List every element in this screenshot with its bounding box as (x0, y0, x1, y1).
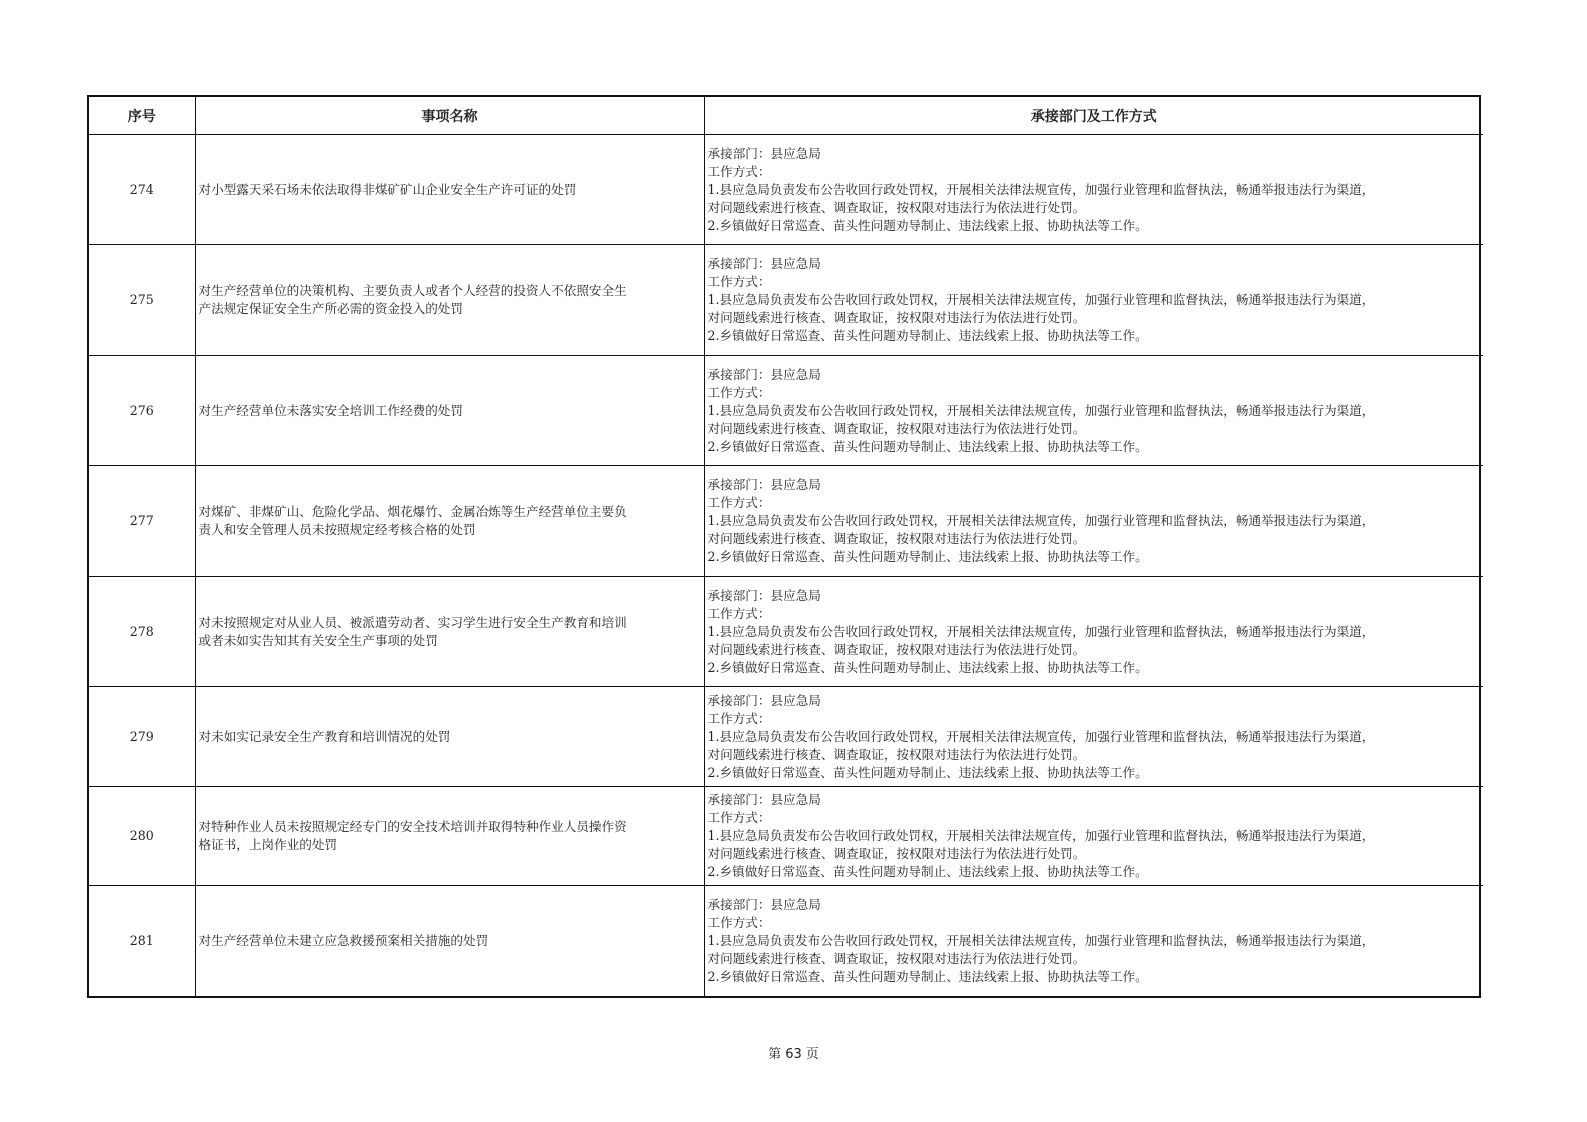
dept-method-line: 工作方式： (707, 710, 771, 726)
dept-method-line: 2.乡镇做好日常巡查、苗头性问题劝导制止、违法线索上报、协助执法等工作。 (707, 968, 1148, 984)
row-dept-method (704, 135, 1483, 245)
dept-method-line: 承接部门：县应急局 (707, 587, 821, 603)
row-seq: 276 (89, 356, 195, 466)
dept-method-line: 工作方式： (707, 605, 771, 621)
table-row (89, 787, 1483, 886)
dept-method-line: 1.县应急局负责发布公告收回行政处罚权，开展相关法律法规宣传，加强行业管理和监督执法，畅通举报违法行为渠道， (707, 181, 1375, 197)
row-dept-method (704, 886, 1483, 996)
dept-method-line: 对问题线索进行核查、调查取证，按权限对违法行为依法进行处罚。 (707, 950, 1086, 966)
row-dept-method (704, 356, 1483, 466)
table-row (89, 687, 1483, 787)
table-row (89, 577, 1483, 687)
item-name-line: 对未如实记录安全生产教育和培训情况的处罚 (198, 728, 451, 744)
row-item-name (195, 245, 704, 356)
page-number: 第 63 页 (768, 1047, 819, 1062)
table-row (89, 245, 1483, 356)
row-dept-method (704, 687, 1483, 787)
row-item-name (195, 787, 704, 886)
dept-method-line: 对问题线索进行核查、调查取证，按权限对违法行为依法进行处罚。 (707, 641, 1086, 657)
dept-method-line: 工作方式： (707, 163, 771, 179)
dept-method-line: 2.乡镇做好日常巡查、苗头性问题劝导制止、违法线索上报、协助执法等工作。 (707, 328, 1148, 343)
dept-method-line: 对问题线索进行核查、调查取证，按权限对违法行为依法进行处罚。 (707, 531, 1086, 546)
row-seq: 280 (89, 787, 195, 886)
dept-method-line: 2.乡镇做好日常巡查、苗头性问题劝导制止、违法线索上报、协助执法等工作。 (707, 864, 1148, 879)
dept-method-line: 2.乡镇做好日常巡查、苗头性问题劝导制止、违法线索上报、协助执法等工作。 (707, 764, 1148, 780)
item-name-line: 对煤矿、非煤矿山、危险化学品、烟花爆竹、金属冶炼等生产经营单位主要负 (198, 504, 627, 519)
dept-method-line: 承接部门：县应急局 (707, 256, 821, 271)
dept-method-line: 1.县应急局负责发布公告收回行政处罚权，开展相关法律法规宣传，加强行业管理和监督执法，畅通举报违法行为渠道， (707, 728, 1375, 744)
row-seq: 281 (89, 886, 195, 996)
dept-method-line: 2.乡镇做好日常巡查、苗头性问题劝导制止、违法线索上报、协助执法等工作。 (707, 549, 1148, 564)
dept-method-line: 承接部门：县应急局 (707, 366, 821, 382)
dept-method-line: 1.县应急局负责发布公告收回行政处罚权，开展相关法律法规宣传，加强行业管理和监督执法，畅通举报违法行为渠道， (707, 292, 1375, 307)
dept-method-line: 对问题线索进行核查、调查取证，按权限对违法行为依法进行处罚。 (707, 846, 1086, 861)
dept-method-line: 工作方式： (707, 914, 771, 930)
dept-method-line: 对问题线索进行核查、调查取证，按权限对违法行为依法进行处罚。 (707, 199, 1086, 215)
row-item-name (195, 577, 704, 687)
row-dept-method (704, 245, 1483, 356)
header-item: 事项名称 (195, 97, 704, 135)
table-row (89, 886, 1483, 996)
table-row (89, 356, 1483, 466)
row-item-name (195, 466, 704, 577)
table-row (89, 135, 1483, 245)
dept-method-line: 工作方式： (707, 384, 771, 400)
table-body (89, 135, 1483, 996)
dept-method-line: 工作方式： (707, 495, 771, 510)
dept-method-line: 工作方式： (707, 274, 771, 289)
dept-method-line: 承接部门：县应急局 (707, 792, 821, 807)
item-name-line: 产法规定保证安全生产所必需的资金投入的处罚 (198, 301, 463, 316)
item-name-line: 对生产经营单位未落实安全培训工作经费的处罚 (198, 402, 463, 418)
header-row (89, 97, 1483, 135)
row-seq: 274 (89, 135, 195, 245)
dept-method-line: 工作方式： (707, 810, 771, 825)
row-seq: 277 (89, 466, 195, 577)
dept-method-line: 对问题线索进行核查、调查取证，按权限对违法行为依法进行处罚。 (707, 420, 1086, 436)
item-name-line: 对生产经营单位的决策机构、主要负责人或者个人经营的投资人不依照安全生 (198, 283, 627, 298)
dept-method-line: 1.县应急局负责发布公告收回行政处罚权，开展相关法律法规宣传，加强行业管理和监督执法，畅通举报违法行为渠道， (707, 828, 1375, 843)
dept-method-line: 2.乡镇做好日常巡查、苗头性问题劝导制止、违法线索上报、协助执法等工作。 (707, 217, 1148, 233)
dept-method-line: 1.县应急局负责发布公告收回行政处罚权，开展相关法律法规宣传，加强行业管理和监督执法，畅通举报违法行为渠道， (707, 623, 1375, 639)
row-seq: 278 (89, 577, 195, 687)
table-row (89, 466, 1483, 577)
document-table-frame (87, 95, 1481, 998)
row-dept-method (704, 577, 1483, 687)
dept-method-line: 2.乡镇做好日常巡查、苗头性问题劝导制止、违法线索上报、协助执法等工作。 (707, 438, 1148, 454)
item-name-line: 格证书，上岗作业的处罚 (198, 837, 338, 852)
row-item-name (195, 886, 704, 996)
dept-method-line: 1.县应急局负责发布公告收回行政处罚权，开展相关法律法规宣传，加强行业管理和监督执法，畅通举报违法行为渠道， (707, 513, 1375, 528)
dept-method-line: 对问题线索进行核查、调查取证，按权限对违法行为依法进行处罚。 (707, 746, 1086, 762)
header-seq: 序号 (89, 97, 195, 135)
item-name-line: 责人和安全管理人员未按照规定经考核合格的处罚 (198, 522, 476, 537)
header-dept: 承接部门及工作方式 (704, 97, 1483, 135)
dept-method-line: 1.县应急局负责发布公告收回行政处罚权，开展相关法律法规宣传，加强行业管理和监督执法，畅通举报违法行为渠道， (707, 932, 1375, 948)
dept-method-line: 2.乡镇做好日常巡查、苗头性问题劝导制止、违法线索上报、协助执法等工作。 (707, 659, 1148, 675)
item-name-line: 对生产经营单位未建立应急救援预案相关措施的处罚 (198, 932, 489, 948)
row-dept-method (704, 787, 1483, 886)
item-name-line: 或者未如实告知其有关安全生产事项的处罚 (198, 632, 438, 648)
row-item-name (195, 356, 704, 466)
dept-method-line: 承接部门：县应急局 (707, 692, 821, 708)
item-name-line: 对未按照规定对从业人员、被派遣劳动者、实习学生进行安全生产教育和培训 (198, 614, 627, 630)
row-seq: 279 (89, 687, 195, 787)
dept-method-line: 对问题线索进行核查、调查取证，按权限对违法行为依法进行处罚。 (707, 310, 1086, 325)
dept-method-line: 承接部门：县应急局 (707, 145, 821, 161)
row-dept-method (704, 466, 1483, 577)
table-border (87, 95, 1481, 998)
item-name-line: 对小型露天采石场未依法取得非煤矿矿山企业安全生产许可证的处罚 (198, 181, 577, 197)
row-seq: 275 (89, 245, 195, 356)
item-name-line: 对特种作业人员未按照规定经专门的安全技术培训并取得特种作业人员操作资 (198, 819, 627, 834)
row-item-name (195, 687, 704, 787)
matters-table (89, 97, 1483, 996)
dept-method-line: 1.县应急局负责发布公告收回行政处罚权，开展相关法律法规宣传，加强行业管理和监督执法，畅通举报违法行为渠道， (707, 402, 1375, 418)
dept-method-line: 承接部门：县应急局 (707, 896, 821, 912)
row-item-name (195, 135, 704, 245)
dept-method-line: 承接部门：县应急局 (707, 477, 821, 492)
